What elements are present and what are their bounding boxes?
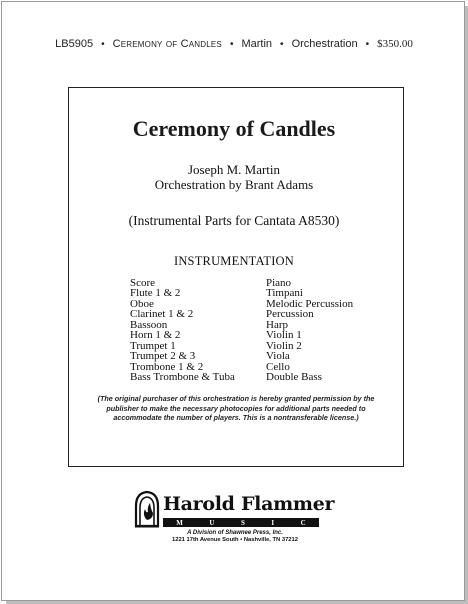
header-title: Ceremony of Candles <box>112 38 222 50</box>
instrument-item: Bassoon <box>130 318 168 331</box>
catalog-header <box>0 38 468 50</box>
music-letter: M <box>176 518 183 527</box>
catalog-number: LB5905 <box>55 38 94 50</box>
instrument-item: Double Bass <box>266 371 322 384</box>
instrument-item: Trombone 1 & 2 <box>130 360 204 373</box>
instrument-item: Score <box>130 277 156 289</box>
instrument-item: Oboe <box>130 297 154 310</box>
instrumentation-heading: INSTRUMENTATION <box>173 254 295 268</box>
instrument-item: Trumpet 2 & 3 <box>130 350 196 363</box>
instrument-item: Trumpet 1 <box>130 339 176 352</box>
instrument-list-right <box>266 278 353 383</box>
music-letter: C <box>300 518 306 527</box>
cover-title: Ceremony of Candles <box>132 116 336 141</box>
music-letter: S <box>240 518 245 527</box>
instrument-item: Horn 1 & 2 <box>130 329 181 342</box>
publisher-name: Harold Flammer <box>163 493 335 515</box>
instrument-item: Viola <box>266 350 290 363</box>
orchestrator-credit: Orchestration by Brant Adams <box>154 177 314 192</box>
separator-bullet: • <box>229 39 234 50</box>
instrument-item: Percussion <box>266 308 314 321</box>
instrument-item: Cello <box>266 360 290 373</box>
instrument-item: Clarinet 1 & 2 <box>130 308 194 321</box>
license-note: (The original purchaser of this orchestration is hereby granted permission by the publisher to make the necessary photocopies for additional parts needed to accommodate the number of players. This is a nontransferable license.) <box>97 394 375 423</box>
instrument-item: Flute 1 & 2 <box>130 287 181 300</box>
instrument-item: Timpani <box>266 287 303 300</box>
instrument-item: Violin 1 <box>266 329 302 342</box>
music-banner <box>163 518 319 527</box>
header-composer: Martin <box>241 38 273 50</box>
instrument-list-left <box>130 278 235 383</box>
instrument-item: Melodic Percussion <box>266 297 354 310</box>
publisher-division: A Division of Shawnee Press, Inc. <box>187 530 283 536</box>
flame-logo-icon <box>134 490 160 528</box>
music-letter: I <box>271 518 275 527</box>
instrument-item: Piano <box>266 277 292 289</box>
publisher-address: 1221 17th Avenue South • Nashville, TN 37212 <box>172 537 298 543</box>
header-price: $350.00 <box>377 38 413 50</box>
header-edition: Orchestration <box>291 38 358 50</box>
instrument-item: Violin 2 <box>266 339 302 352</box>
music-letter: U <box>209 518 215 527</box>
separator-bullet: • <box>280 39 284 50</box>
instrument-item: Harp <box>266 318 288 331</box>
separator-bullet: • <box>101 39 105 50</box>
parts-note: (Instrumental Parts for Cantata A8530) <box>128 213 340 228</box>
instrument-item: Bass Trombone & Tuba <box>130 371 235 384</box>
separator-bullet: • <box>365 39 370 50</box>
composer-credit: Joseph M. Martin <box>187 162 281 177</box>
